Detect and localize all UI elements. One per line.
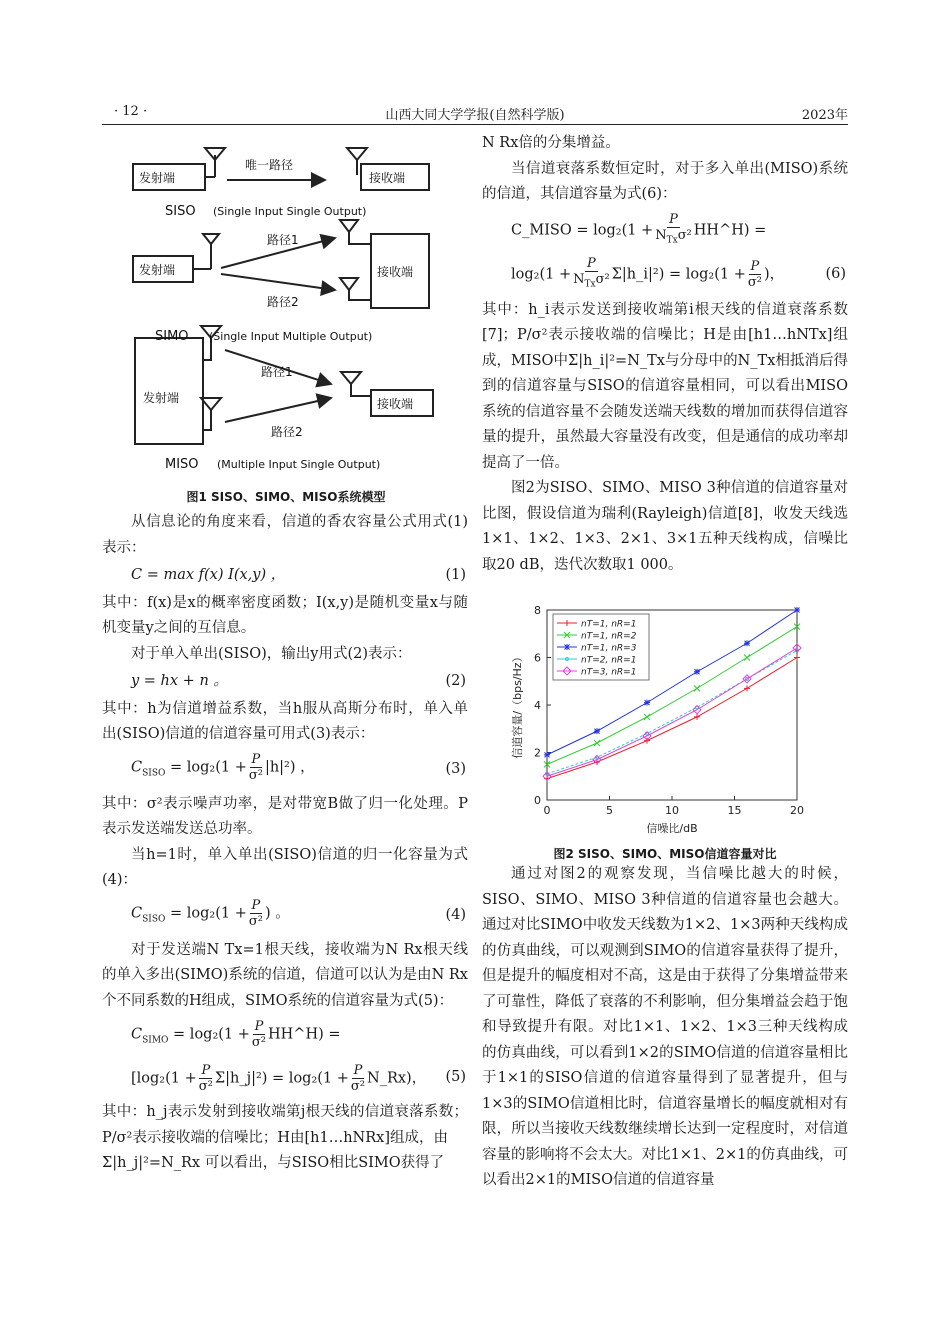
figure-1-diagram <box>125 140 445 480</box>
page-number: · 12 · <box>114 104 148 119</box>
left-para-9: Σ|h_j|²=N_Rx 可以看出，与SISO相比SIMO获得了 <box>102 1155 445 1171</box>
data-point-2-0 <box>544 752 550 758</box>
x-tick-label-0: 0 <box>543 804 551 817</box>
legend-label-2: nT=1, nR=3 <box>581 643 637 654</box>
right-column-bottom <box>482 862 848 1194</box>
right-column-top <box>482 131 848 578</box>
siso-rx-label: 接收端 <box>369 171 406 185</box>
equation-6b: log₂(1 + $\frac{P}{N_{Tx}\sigma^2}$ Σ|h_i|²) = log₂(1 + $\frac{P}{\text{σ²}}$ )， (6) <box>511 256 846 290</box>
right-para-1: N Rx倍的分集增益。 <box>482 135 620 151</box>
simo-rx-label: 接收端 <box>377 265 414 279</box>
right-para-4: 图2为SISO、SIMO、MISO 3种信道的信道容量对比图，假设信道为瑞利(Rayleigh)信道[8]，收发天线选1×1、1×2、1×3、2×1、3×1五种天线构成，信噪比取20 dB，迭代次数取1 000。 <box>482 480 848 573</box>
y-tick-label-3: 6 <box>534 651 541 665</box>
left-para-6: 当h=1时，单入单出(SISO)信道的归一化容量为式(4)： <box>102 846 468 888</box>
figure-2-chart <box>505 598 825 838</box>
equation-5b: [log₂(1 + $\frac{P}{\text{σ²}}$ Σ|h_j|²) = log₂(1 + $\frac{P}{\text{σ²}}$ N_Rx)， (5) <box>131 1062 466 1094</box>
y-tick-label-1: 2 <box>534 746 541 760</box>
figure-1-caption: 图1 SISO、SIMO、MISO系统模型 <box>186 490 386 504</box>
simo-tx-label: 发射端 <box>139 263 176 277</box>
siso-label: SISO <box>165 204 196 219</box>
data-point-2-1 <box>594 728 600 734</box>
y-axis-label: 信道容量/（bps/Hz） <box>511 651 524 759</box>
x-tick-label-1: 5 <box>606 804 613 817</box>
header-rule <box>102 124 848 125</box>
right-para-3: 其中：h_i表示发送到接收端第i根天线的信道衰落系数[7]；P/σ²表示接收端的信噪比；H是由[h1…hNTx]组成，MISO中Σ|h_i|²=N_Tx与分母中的N_Tx相抵消后得到的信道容量与SISO的信道容量相同，可以看出MISO系统的信道容量不会随发送端天线数的增加而获得信道容量的提升，虽然最大容量没有改变，但是通信的成功率却提高了一倍。 <box>482 301 848 471</box>
legend-marker-2 <box>564 644 570 650</box>
x-axis-label: 信噪比/dB <box>646 822 698 835</box>
x-tick-label-3: 15 <box>727 804 742 817</box>
legend-label-3: nT=2, nR=1 <box>581 655 637 666</box>
left-para-8: 其中：h_j表示发射到接收端第j根天线的信道衰落系数；P/σ²表示接收端的信噪比；H由[h1…hNRx]组成，由 <box>102 1104 468 1146</box>
legend-label-4: nT=3, nR=1 <box>581 667 637 678</box>
data-point-2-3 <box>694 669 700 675</box>
year: 2023年 <box>801 108 848 123</box>
left-para-3: 对于单入单出(SISO)，输出y用式(2)表示： <box>131 645 412 662</box>
equation-4: $C_{SISO} = \log_2(1$ + $\frac{P}{\text{σ²}}$ ) 。 (4) <box>131 898 466 930</box>
left-para-2: 其中：f(x)是x的概率密度函数；I(x,y)是随机变量x与随机变量y之间的互信息。 <box>102 594 468 636</box>
x-tick-label-2: 10 <box>665 804 679 817</box>
miso-rx-label: 接收端 <box>377 397 414 411</box>
equation-3: $C_{SISO} = \log_2(1$ + $\frac{P}{\text{σ²}}$ |h|²) ， (3) <box>131 752 466 784</box>
legend-label-0: nT=1, nR=1 <box>581 619 637 630</box>
data-point-2-4 <box>744 640 750 646</box>
right-para-5: 通过对图2的观察发现，当信噪比越大的时候，SISO、SIMO、MISO 3种信道的信道容量也会越大。通过对比SIMO中收发天线数为1×2、1×3两种天线构成的仿真曲线，可以观测到SIMO的信道容量获得了提升，但是提升的幅度相对不高，这是由于获得了分集增益带来了可靠性，降低了衰落的不利影响，但分集增益会趋于饱和导致提升有限。对比1×1、1×2、1×3三种天线构成的仿真曲线，可以看到1×2的SIMO信道的信道容量相比于1×1的SISO信道的信道容量得到了显著提升，但与1×3的SIMO信道相比时，信道容量增长的幅度就相对有限，所以当接收天线数继续增长达到一定程度时，对信道容量的影响将不会太大。对比1×1、2×1的仿真曲线，可以看出2×1的MISO信道的信道容量 <box>482 866 848 1188</box>
simo-label: SIMO <box>155 329 189 344</box>
siso-path-label: 唯一路径 <box>245 158 294 172</box>
simo-path2-label: 路径2 <box>267 295 299 309</box>
equation-2: y = hx + n 。 (2) <box>131 673 466 689</box>
figure-2-caption: 图2 SISO、SIMO、MISO信道容量对比 <box>553 847 777 861</box>
legend-label-1: nT=1, nR=2 <box>581 631 637 642</box>
simo-path1-label: 路径1 <box>267 233 299 247</box>
right-para-2: 当信道衰落系数恒定时，对于多入单出(MISO)系统的信道，其信道容量为式(6)： <box>482 160 848 202</box>
y-tick-label-2: 4 <box>534 699 541 712</box>
miso-label: MISO <box>165 457 199 472</box>
siso-full: (Single Input Single Output) <box>213 205 367 218</box>
left-para-7: 对于发送端N Tx=1根天线，接收端为N Rx根天线的单入多出(SIMO)系统的信道，信道可以认为是由N Rx个不同系数的H组成，SIMO系统的信道容量为式(5)： <box>102 941 468 1009</box>
equation-5a: $C_{SIMO} = \log_2(1$ + $\frac{P}{\text{σ²}}$ HH^H) = <box>131 1018 341 1050</box>
equation-6a: C_MISO = log₂(1 + $\frac{P}{N_{Tx}\sigma^2}$ HH^H) = <box>511 212 767 246</box>
siso-tx-label: 发射端 <box>139 171 176 185</box>
y-tick-label-0: 0 <box>534 794 541 807</box>
left-para-5: 其中：σ²表示噪声功率，是对带宽B做了归一化处理。P表示发送端发送总功率。 <box>102 795 468 837</box>
miso-path2-label: 路径2 <box>271 425 303 439</box>
data-point-2-5 <box>794 607 800 613</box>
left-para-4: 其中：h为信道增益系数，当h服从高斯分布时，单入单出(SISO)信道的信道容量可用式(3)表示： <box>102 700 468 742</box>
miso-tx-label: 发射端 <box>143 391 180 405</box>
x-tick-label-4: 20 <box>790 804 804 817</box>
left-column <box>102 510 468 1177</box>
simo-full: (Single Input Multiple Output) <box>209 330 373 343</box>
equation-1: C = max f(x) I(x,y) ， (1) <box>131 567 466 583</box>
y-tick-label-4: 8 <box>534 604 541 617</box>
left-para-1: 从信息论的角度来看，信道的香农容量公式用式(1)表示： <box>102 514 468 556</box>
journal-title: 山西大同大学学报(自然科学版) <box>385 108 565 123</box>
data-point-2-2 <box>644 700 650 706</box>
miso-path1-label: 路径1 <box>261 365 293 379</box>
miso-full: (Multiple Input Single Output) <box>217 458 381 471</box>
